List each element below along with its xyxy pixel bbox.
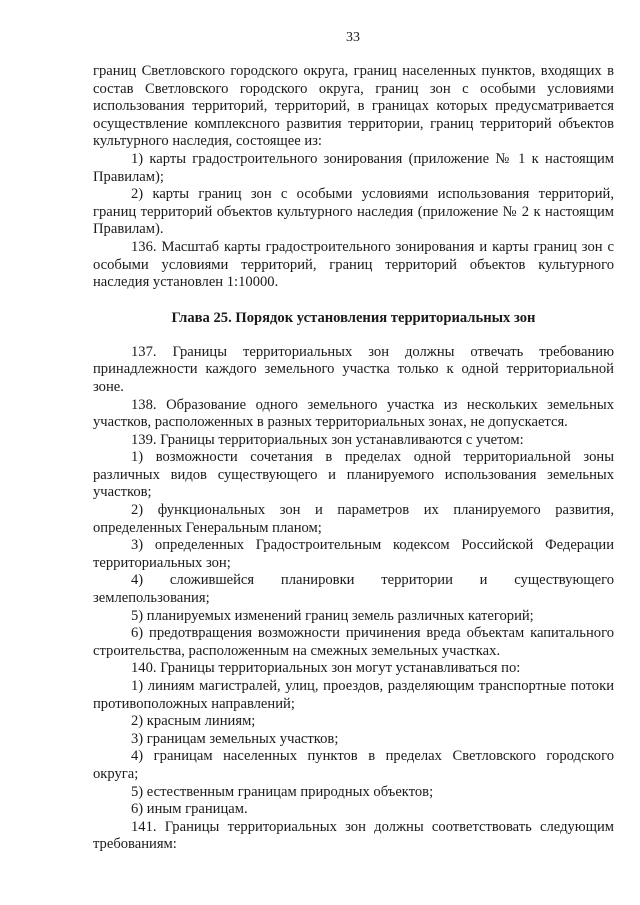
page-number: 33: [346, 30, 360, 45]
intro-paragraph: границ Светловского городского округа, границ населенных пунктов, входящих в состав Светловского городского округа, границ зон с особыми условиями использования территорий, территорий, в границах которых предусматривается осуществление комплексного развития территории, границ территорий объектов культурного наследия, состоящее из:: [93, 63, 614, 150]
clause-140-item-3: 3) границам земельных участков;: [131, 730, 339, 747]
intro-item-2: 2) карты границ зон с особыми условиями использования территорий, границ территорий объектов культурного наследия (приложение № 2 к настоящим Правилам).: [93, 186, 614, 238]
clause-140-item-5: 5) естественным границам природных объектов;: [131, 783, 434, 800]
intro-item-1: 1) карты градостроительного зонирования (приложение № 1 к настоящим Правилам);: [93, 150, 614, 185]
clause-140-item-2: 2) красным линиям;: [131, 713, 256, 730]
clause-138: 138. Образование одного земельного участка из нескольких земельных участков, расположенных в разных территориальных зонах, не допускается.: [93, 396, 614, 431]
clause-139-item-4: 4) сложившейся планировки территории и существующего землепользования;: [93, 572, 614, 607]
clause-139-item-2: 2) функциональных зон и параметров их планируемого развития, определенных Генеральным планом;: [93, 502, 614, 536]
document-body: [93, 63, 614, 854]
clause-140-item-4: 4) границам населенных пунктов в пределах Светловского городского округа;: [93, 748, 614, 782]
clause-139-item-6: 6) предотвращения возможности причинения вреда объектам капитального строительства, расположенным на смежных земельных участках.: [93, 625, 614, 659]
clause-140-item-1: 1) линиям магистралей, улиц, проездов, разделяющим транспортные потоки противоположных направлений;: [93, 678, 614, 712]
clause-139-item-3: 3) определенных Градостроительным кодексом Российской Федерации территориальных зон;: [93, 537, 614, 571]
clause-141: 141. Границы территориальных зон должны соответствовать следующим требованиям:: [93, 818, 614, 853]
clause-140: 140. Границы территориальных зон могут устанавливаться по:: [131, 660, 521, 677]
chapter-title: Глава 25. Порядок установления территориальных зон: [171, 309, 536, 326]
clause-136: 136. Масштаб карты градостроительного зонирования и карты границ зон с особыми условиями территорий, границ территорий объектов культурного наследия установлен 1:10000.: [93, 238, 614, 291]
clause-139: 139. Границы территориальных зон устанавливаются с учетом:: [131, 431, 524, 448]
clause-139-item-5: 5) планируемых изменений границ земель различных категорий;: [131, 607, 534, 624]
clause-137: 137. Границы территориальных зон должны отвечать требованию принадлежности каждого земельного участка только к одной территориальной зоне.: [93, 343, 614, 395]
clause-140-item-6: 6) иным границам.: [131, 801, 248, 818]
clause-139-item-1: 1) возможности сочетания в пределах одной территориальной зоны различных видов существующего и планируемого использования земельных участков;: [93, 449, 614, 501]
